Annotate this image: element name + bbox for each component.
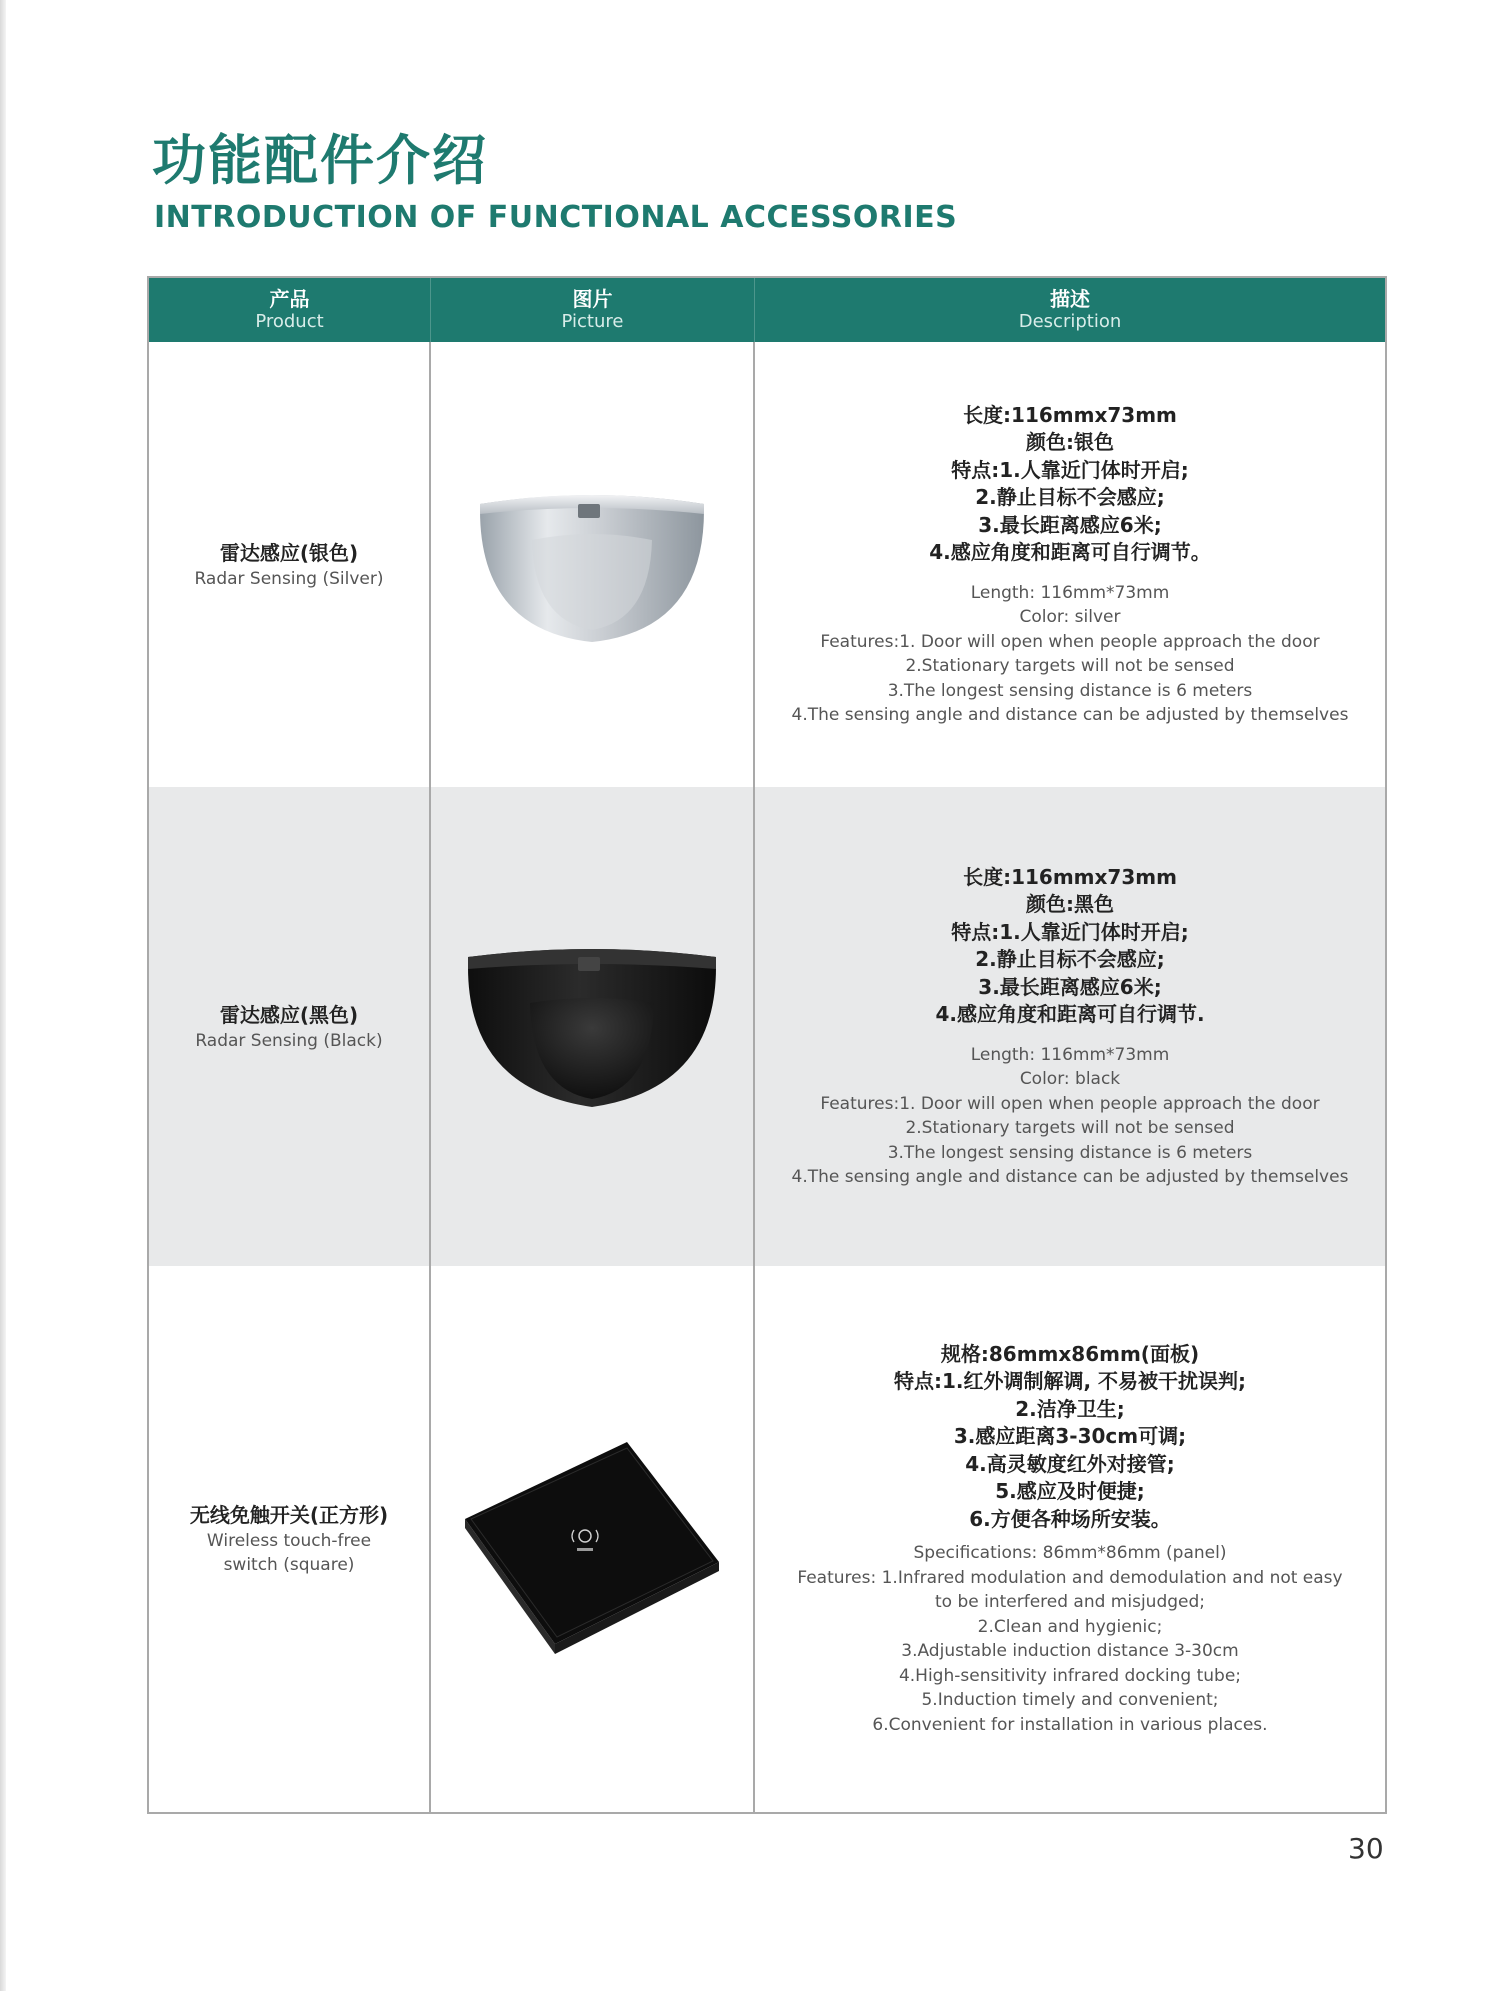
description-cn-line: 颜色:黑色 [1026, 892, 1114, 916]
description-cn [929, 402, 1211, 567]
description-cn-line: 2.静止目标不会感应; [975, 947, 1165, 971]
description-en-line: 4.The sensing angle and distance can be adjusted by themselves [791, 1167, 1349, 1187]
description-en-line: 3.The longest sensing distance is 6 meters [887, 680, 1253, 701]
table-row [149, 787, 1385, 1266]
touch-free-switch-image [457, 1424, 727, 1654]
product-cell [149, 1266, 431, 1812]
description-cn-line: 4.高灵敏度红外对接管; [965, 1451, 1175, 1476]
column-header-product [149, 278, 431, 342]
description-cn-line: 3.感应距离3-30cm可调; [953, 1424, 1187, 1449]
description-en-line: Color: silver [1019, 607, 1121, 627]
description-en-line: Features: 1.Infrared modulation and demodulation and not easy [797, 1567, 1343, 1588]
picture-cell [431, 1266, 755, 1812]
page-edge-shadow [0, 0, 6, 1991]
description-en-line: 2.Clean and hygienic; [977, 1616, 1163, 1637]
page-number: 30 [1348, 1832, 1384, 1865]
description-cn-line: 规格:86mmx86mm(面板) [940, 1341, 1200, 1366]
product-cell [149, 342, 431, 787]
description-cn-line: 4.感应角度和距离可自行调节。 [929, 540, 1211, 564]
description-en-line: Features:1. Door will open when people approach the door [820, 631, 1320, 652]
product-name-cn: 雷达感应(银色) [219, 540, 359, 565]
description-cn-line: 3.最长距离感应6米; [978, 512, 1162, 537]
description-cell [755, 787, 1385, 1266]
accessories-table [147, 276, 1387, 1814]
description-en-line: 3.The longest sensing distance is 6 meters [887, 1142, 1253, 1163]
column-header-cn: 图片 [572, 287, 613, 311]
silver-radar-sensor-image [472, 480, 712, 650]
product-name-en: Radar Sensing (Black) [195, 1030, 383, 1051]
description-en-line: 3.Adjustable induction distance 3-30cm [901, 1641, 1239, 1662]
description-cn-line: 特点:1.人靠近门体时开启; [951, 457, 1189, 482]
column-header-cn: 产品 [269, 287, 310, 311]
description-en-line: Specifications: 86mm*86mm (panel) [913, 1543, 1227, 1564]
table-row [149, 1266, 1385, 1812]
column-header-cn: 描述 [1050, 287, 1090, 311]
description-cn-line: 长度:116mmx73mm [963, 864, 1177, 889]
description-en-line: 2.Stationary targets will not be sensed [905, 1118, 1235, 1138]
column-header-en: Product [255, 311, 324, 332]
description-cn-line: 颜色:银色 [1025, 430, 1114, 454]
description-en-line: Length: 116mm*73mm [970, 582, 1170, 603]
product-name-cn: 无线免触开关(正方形) [189, 1503, 389, 1527]
description-en-line: Features:1. Door will open when people approach the door [820, 1093, 1320, 1114]
description-cn-line: 2.洁净卫生; [1015, 1396, 1125, 1421]
description-cn-line: 特点:1.红外调制解调, 不易被干扰误判; [893, 1369, 1247, 1394]
description-en-line: 5.Induction timely and convenient; [921, 1690, 1219, 1711]
column-header-en: Picture [561, 311, 624, 332]
page-title-en: INTRODUCTION OF FUNCTIONAL ACCESSORIES [154, 200, 958, 235]
description-cn [894, 1341, 1246, 1534]
page-title-cn: 功能配件介绍 [152, 129, 488, 192]
description-cn-line: 6.方便各种场所安装。 [969, 1506, 1171, 1531]
product-name-en: Wireless touch-free switch (square) [206, 1531, 372, 1575]
description-en-line: 6.Convenient for installation in various places. [872, 1714, 1268, 1735]
table-row [149, 342, 1385, 787]
description-cn [935, 864, 1204, 1029]
description-cn-line: 5.感应及时便捷; [995, 1479, 1145, 1504]
table-header [149, 278, 1385, 342]
description-cn-line: 特点:1.人靠近门体时开启; [951, 919, 1189, 944]
description-cell [755, 342, 1385, 787]
description-en-line: Color: black [1019, 1069, 1121, 1089]
picture-cell [431, 342, 755, 787]
description-en [797, 1541, 1342, 1737]
description-en-line: 4.High-sensitivity infrared docking tube; [898, 1665, 1242, 1686]
description-cn-line: 2.静止目标不会感应; [975, 485, 1165, 509]
description-cn-line: 长度:116mmx73mm [963, 402, 1177, 427]
description-en-line: Length: 116mm*73mm [970, 1044, 1170, 1065]
product-cell [149, 787, 431, 1266]
product-name-en: Radar Sensing (Silver) [194, 568, 384, 589]
black-radar-sensor-image [462, 939, 722, 1114]
product-name-cn: 雷达感应(黑色) [219, 1002, 359, 1027]
description-en-line: 4.The sensing angle and distance can be adjusted by themselves [791, 705, 1349, 725]
description-en-line: to be interfered and misjudged; [934, 1592, 1206, 1613]
description-cn-line: 3.最长距离感应6米; [978, 974, 1162, 999]
column-header-picture [431, 278, 755, 342]
column-header-description [755, 278, 1385, 342]
picture-cell [431, 787, 755, 1266]
description-cn-line: 4.感应角度和距离可自行调节. [935, 1002, 1205, 1026]
description-en [792, 1043, 1349, 1190]
column-header-en: Description [1018, 311, 1122, 332]
description-cell [755, 1266, 1385, 1812]
description-en [792, 581, 1349, 728]
description-en-line: 2.Stationary targets will not be sensed [905, 656, 1235, 676]
